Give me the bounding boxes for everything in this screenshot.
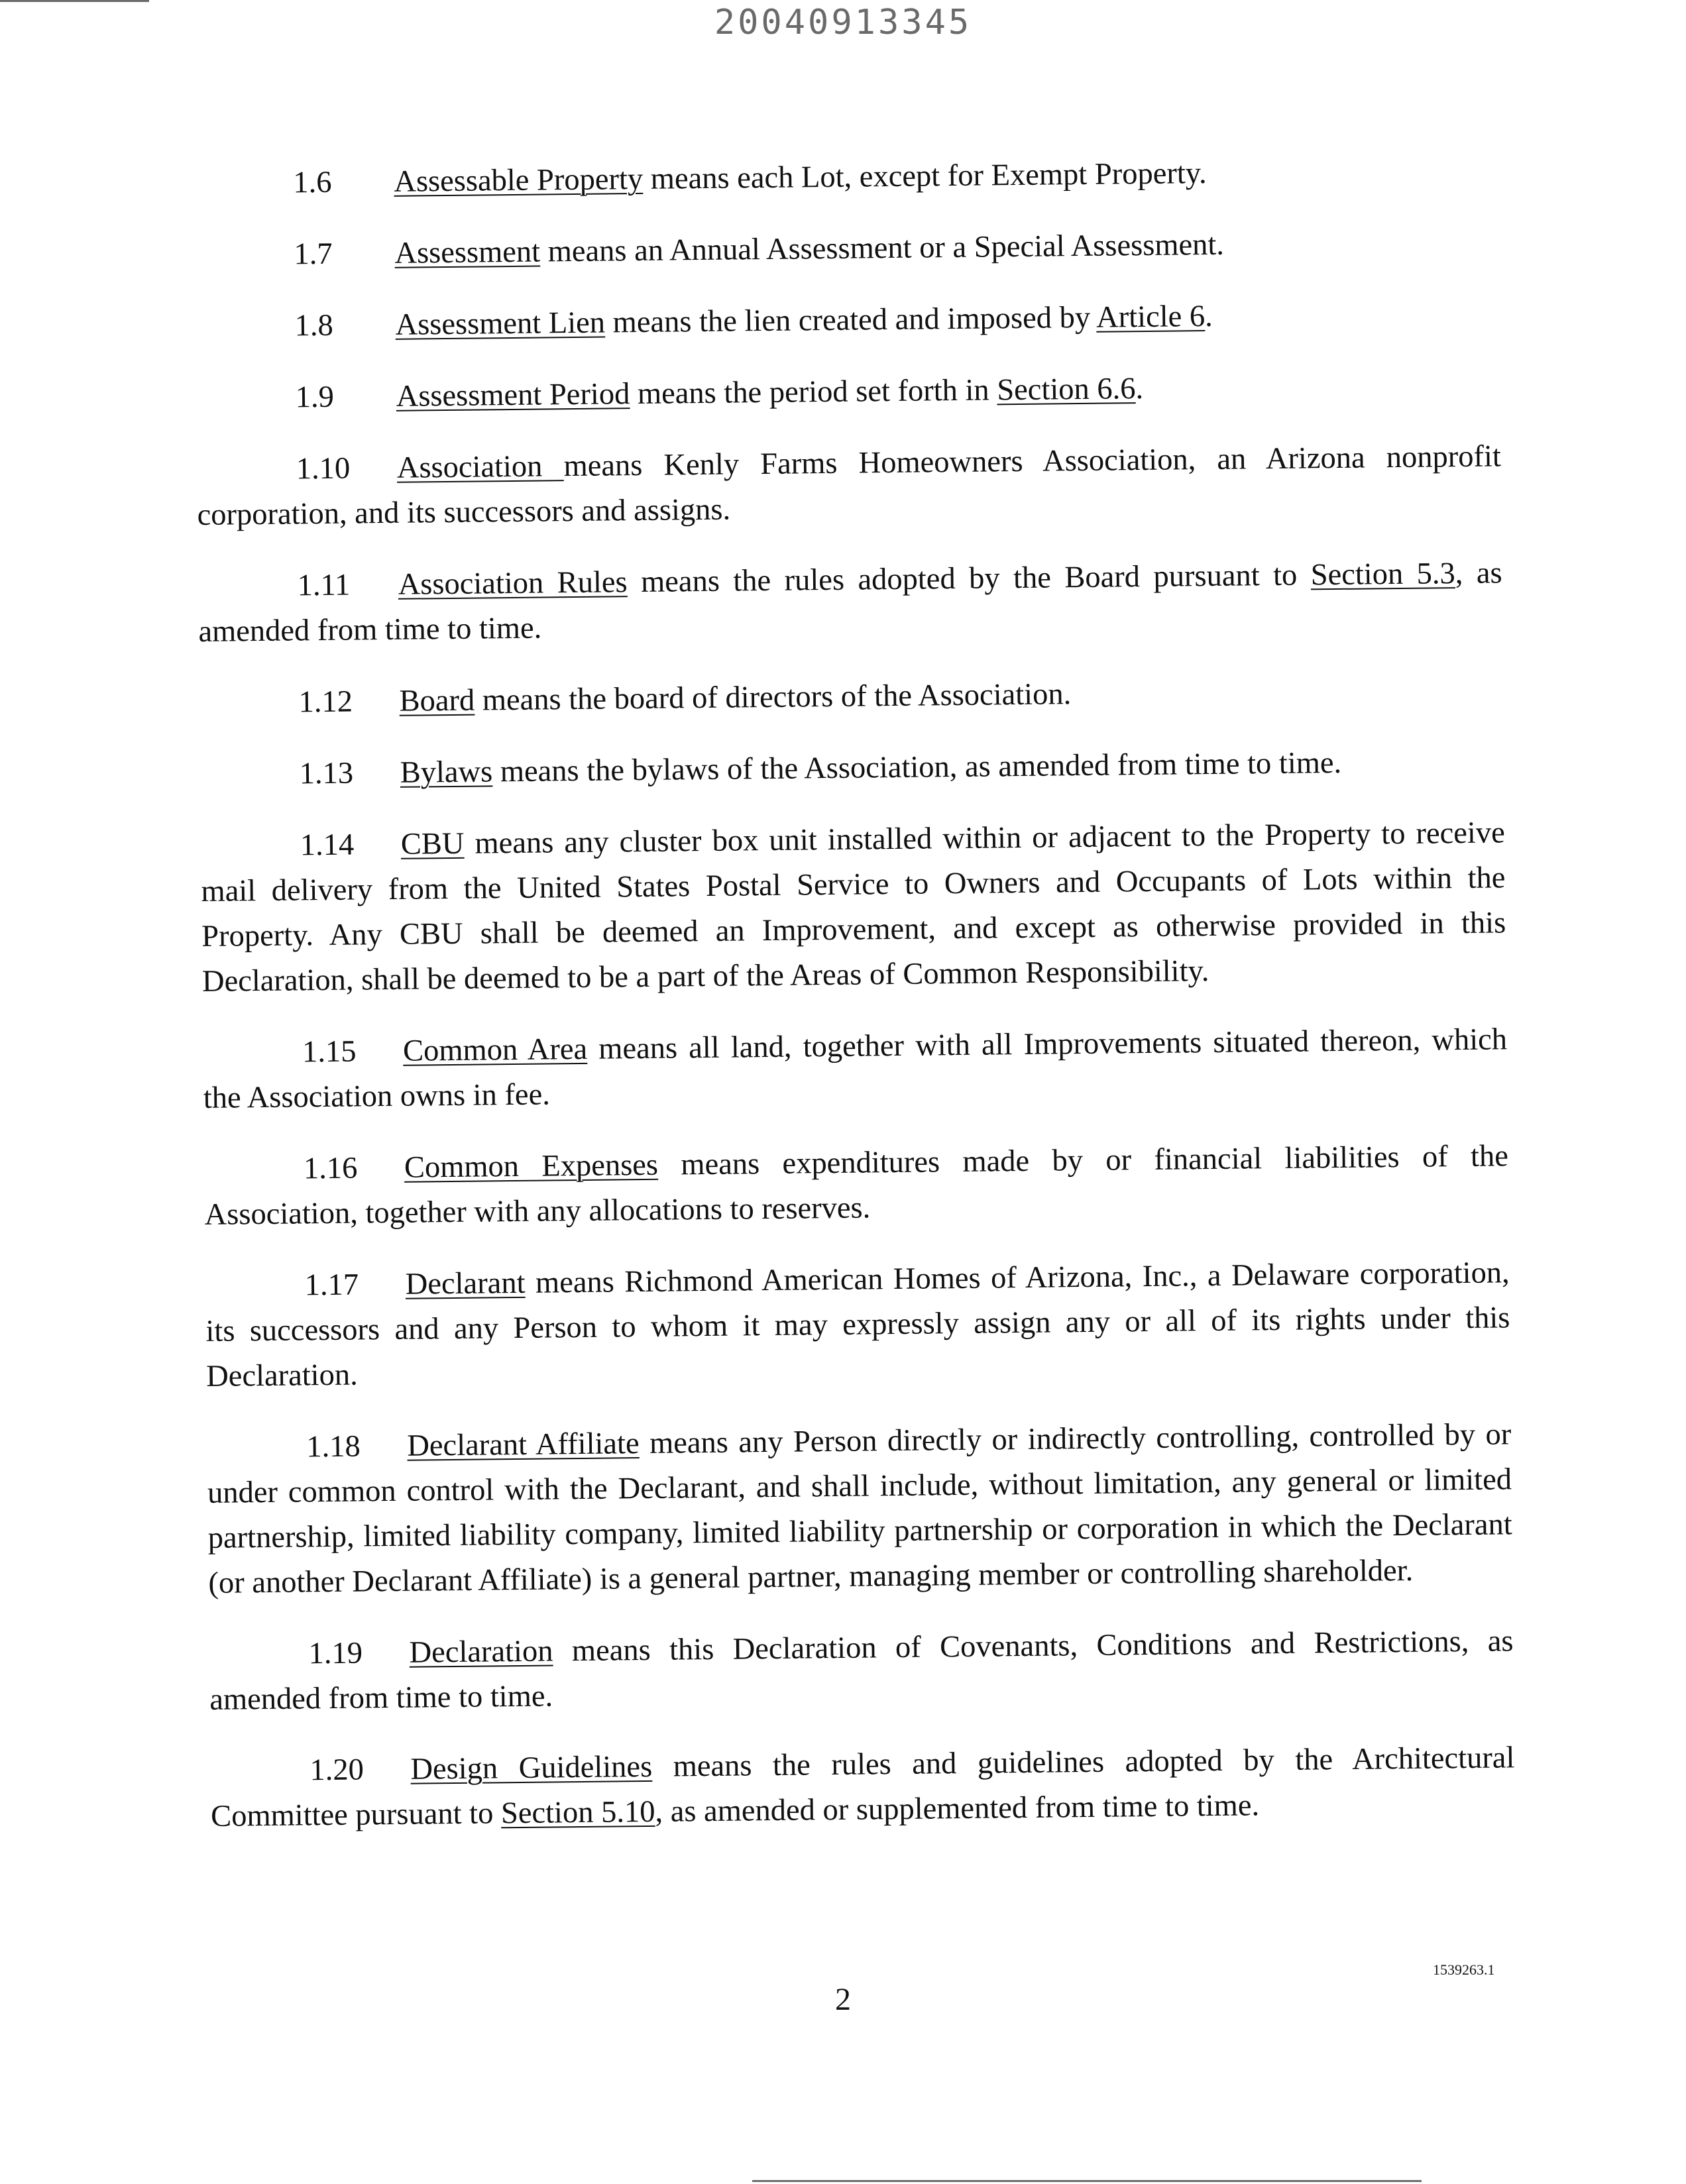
- section-number: 1.8: [294, 308, 333, 343]
- defined-term: Common Expenses: [404, 1148, 659, 1185]
- definition-1-14: [200, 810, 1506, 1005]
- section-number: 1.13: [299, 756, 354, 791]
- defined-term: Association Rules: [398, 565, 628, 602]
- cross-reference: Section 5.10: [500, 1794, 655, 1831]
- definition-text-end: , as amended or supplemented from time to time.: [655, 1788, 1260, 1829]
- definition-1-16: [204, 1134, 1509, 1238]
- defined-term: Assessment: [394, 235, 541, 270]
- section-number: 1.6: [293, 165, 332, 200]
- definition-text: means the period set forth in: [630, 373, 997, 411]
- defined-term: Declarant: [405, 1266, 526, 1301]
- document-id: 1539263.1: [1433, 1961, 1495, 1978]
- definition-text: means each Lot, except for Exempt Property.: [642, 156, 1207, 196]
- section-number: 1.18: [306, 1429, 361, 1464]
- definition-1-8: [195, 291, 1500, 350]
- definition-text: means any cluster box unit installed within or adjacent to the Property to receive mail delivery from the United States Postal Service to Owners and Occupants of Lots within the Property. Any CBU shall be deemed an Improvement, and except as otherwise provided in this Declaration, shall be deemed to be a part of the Areas of Common Responsibility.: [201, 816, 1506, 999]
- cross-reference: Article 6: [1096, 300, 1206, 335]
- section-number: 1.12: [298, 684, 353, 720]
- definition-1-9: [196, 362, 1500, 421]
- definitions-body: [194, 148, 1516, 1865]
- defined-term: Board: [399, 683, 475, 718]
- definition-text: means the bylaws of the Association, as amended from time to time.: [492, 745, 1342, 789]
- definition-text: means the lien created and imposed by: [604, 300, 1097, 340]
- section-number: 1.16: [303, 1151, 358, 1186]
- defined-term: Association: [396, 449, 564, 485]
- definition-text: means this Declaration of Covenants, Conditions and Restrictions, as amended from time to time.: [209, 1624, 1514, 1717]
- definition-text: means expenditures made by or financial liabilities of the Association, together with any allocations to reserves.: [204, 1139, 1509, 1232]
- definition-1-15: [203, 1017, 1508, 1121]
- recording-number: 20040913345: [714, 3, 972, 42]
- defined-term: Declaration: [409, 1634, 553, 1670]
- definition-text: means all land, together with all Improvements situated thereon, which the Association owns in fee.: [203, 1022, 1508, 1115]
- defined-term: Declarant Affiliate: [407, 1427, 640, 1463]
- defined-term: Assessment Lien: [395, 305, 606, 342]
- definition-1-7: [194, 219, 1499, 278]
- definition-text-end: , as amended from time to time.: [198, 556, 1502, 649]
- definition-text: means an Annual Assessment or a Special Assessment.: [539, 227, 1225, 269]
- definition-1-12: [199, 667, 1504, 726]
- cross-reference: Section 6.6: [997, 372, 1136, 408]
- section-number: 1.15: [302, 1034, 357, 1069]
- definition-1-20: [210, 1735, 1515, 1839]
- definition-text-end: .: [1135, 372, 1144, 406]
- defined-term: Design Guidelines: [410, 1749, 653, 1786]
- definition-text: means the board of directors of the Association.: [474, 677, 1072, 718]
- definition-text: means Richmond American Homes of Arizona, Inc., a Delaware corporation, its successors and any Person to whom it may expressly assign any or all of its rights under this Declaration.: [205, 1256, 1510, 1393]
- top-scan-rule: [0, 0, 149, 2]
- definition-1-11: [197, 551, 1502, 655]
- defined-term: Common Area: [402, 1032, 588, 1068]
- definition-1-6: [194, 148, 1498, 207]
- definition-1-18: [207, 1412, 1513, 1606]
- section-number: 1.9: [295, 380, 335, 415]
- section-number: 1.17: [304, 1268, 359, 1303]
- section-number: 1.10: [296, 451, 351, 486]
- page-number: 2: [835, 1982, 851, 2017]
- cross-reference: Section 5.3: [1310, 557, 1456, 592]
- definition-text: means any Person directly or indirectly controlling, controlled by or under common control with the Declarant, and shall include, without limitation, any general or limited partnership, limited liability company, limited liability partnership or corporation in which the Declarant (or another Declarant Affiliate) is a general partner, managing member or controlling shareholder.: [207, 1417, 1512, 1600]
- definition-text: means the rules and guidelines adopted by the Architectural Committee pursuant to: [210, 1741, 1515, 1833]
- defined-term: Bylaws: [400, 755, 493, 790]
- section-number: 1.19: [308, 1636, 363, 1671]
- definition-1-10: [197, 434, 1502, 538]
- definition-1-19: [209, 1619, 1514, 1723]
- section-number: 1.20: [309, 1753, 365, 1788]
- defined-term: CBU: [400, 826, 465, 861]
- definition-text: means the rules adopted by the Board pursuant to: [627, 558, 1311, 600]
- definition-1-13: [199, 739, 1504, 798]
- defined-term: Assessment Period: [396, 377, 630, 413]
- definition-1-17: [205, 1250, 1510, 1399]
- bottom-scan-rule: [752, 2180, 1422, 2182]
- section-number: 1.11: [297, 568, 351, 603]
- defined-term: Assessable Property: [394, 162, 644, 199]
- section-number: 1.7: [294, 237, 333, 272]
- section-number: 1.14: [300, 828, 355, 863]
- definition-text-end: .: [1204, 299, 1213, 334]
- definition-text: means Kenly Farms Homeowners Association, an Arizona nonprofit corporation, and its successors and assigns.: [197, 439, 1502, 532]
